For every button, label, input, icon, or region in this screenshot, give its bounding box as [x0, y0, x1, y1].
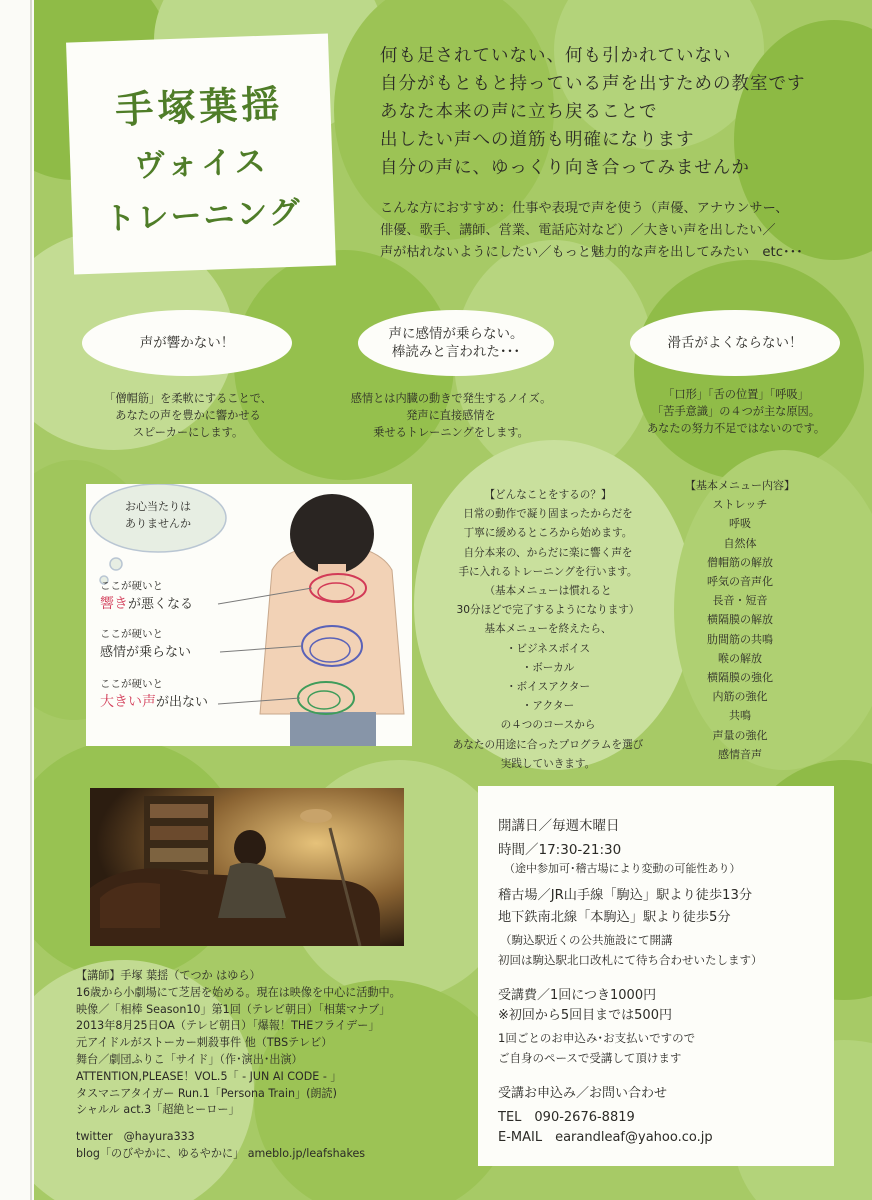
- page-edge: [30, 0, 32, 1200]
- menu-item: 喉の解放: [718, 651, 762, 665]
- twitter-link[interactable]: twitter @hayura333: [76, 1130, 195, 1143]
- tension-label-resonance: [100, 578, 193, 613]
- note-line: 「苦手意識」の４つが主な原因。: [652, 405, 820, 418]
- tension-label-small: ここが硬いと: [100, 678, 163, 690]
- tension-label-rest: が悪くなる: [128, 597, 194, 612]
- what-line: 丁寧に緩めるところから始めます。: [463, 527, 633, 540]
- what-line: ・アクター: [521, 700, 575, 713]
- thought-line: お心当たりは: [125, 500, 191, 513]
- basic-menu-section: [670, 476, 810, 764]
- class-time: 時間／17:30-21:30: [498, 842, 622, 858]
- menu-item: 呼吸: [729, 517, 751, 531]
- bio-line: ATTENTION,PLEASE！VOL.5「 ‐ JUN AI CODE ‐ 」: [76, 1069, 342, 1083]
- tension-label-accent: 響き: [100, 596, 128, 612]
- note-line: 乗せるトレーニングをします。: [373, 426, 529, 439]
- note-line: 「口形」「舌の位置」「呼吸」: [663, 388, 809, 401]
- contact-email[interactable]: E-MAIL earandleaf@yahoo.co.jp: [498, 1130, 713, 1145]
- tension-label-accent: 大きい声: [100, 694, 156, 710]
- menu-item: 共鳴: [729, 709, 751, 723]
- class-time-note: （途中参加可･稽古場により変動の可能性あり）: [504, 862, 741, 875]
- menu-item: 内筋の強化: [712, 690, 768, 704]
- what-line: ・ボーカル: [521, 661, 575, 674]
- recommend-line: 声が枯れないようにしたい／もっと魅力的な声を出してみたい etc･･･: [380, 245, 803, 260]
- tension-label-small: ここが硬いと: [100, 628, 163, 640]
- title-name: 手塚葉揺: [114, 82, 285, 132]
- venue-note: （駒込駅近くの公共施設にて開講: [500, 933, 673, 947]
- intro-text: [380, 42, 850, 182]
- instructor-photo: [90, 788, 404, 946]
- bio-line: 元アイドルがストーカー刺殺事件 他（TBSテレビ）: [76, 1036, 333, 1050]
- menu-item: 横隔膜の解放: [707, 613, 773, 627]
- title-card: [66, 33, 336, 274]
- intro-line: 自分がもともと持っている声を出すための教室です: [380, 74, 806, 94]
- bio-line: 舞台／劇団ふりこ「サイド」（作･演出･出演）: [76, 1052, 303, 1066]
- what-line: 手に入れるトレーニングを行います。: [458, 565, 638, 578]
- what-line: 30分ほどで完了するようになります）: [456, 604, 640, 617]
- recommend-line: 俳優、歌手、講師、営業、電話応対など）／大きい声を出したい／: [380, 223, 776, 238]
- bio-line: 16歳から小劇場にて芝居を始める。現在は映像を中心に活動中。: [76, 985, 401, 999]
- problem-note-resonance: [82, 390, 294, 441]
- intro-line: 自分の声に、ゆっくり向き合ってみませんか: [380, 158, 750, 178]
- what-line: 基本メニューを終えたら、: [484, 623, 612, 636]
- problem-note-articulation: [620, 386, 852, 437]
- note-line: スピーカーにします。: [132, 426, 244, 439]
- menu-item: 横隔膜の強化: [707, 671, 773, 685]
- what-we-do-section: [430, 486, 666, 774]
- note-line: 感情とは内臓の動きで発生するノイズ。: [350, 392, 552, 405]
- class-info-card: [478, 786, 834, 1166]
- note-line: 発声に直接感情を: [406, 409, 496, 422]
- title-training: トレーニング: [103, 194, 303, 238]
- thought-bubble-text: [106, 498, 210, 532]
- what-line: （基本メニューは慣れると: [484, 585, 612, 598]
- problem-oval-articulation: 滑舌がよくならない！: [630, 310, 840, 376]
- thought-line: ありませんか: [125, 517, 191, 530]
- problem-oval-emotion: 声に感情が乗らない。 棒読みと言われた･･･: [358, 310, 554, 376]
- bio-line: シャルル act.3「超絶ヒーロー」: [76, 1103, 240, 1117]
- section-heading: 【基本メニュー内容】: [685, 479, 795, 492]
- tension-label-emotion: [100, 626, 191, 660]
- menu-item: 自然体: [723, 536, 757, 550]
- venue-note: 初回は駒込駅北口改札にて待ち合わせいたします）: [498, 953, 763, 967]
- what-line: 実践していきます。: [500, 757, 596, 770]
- section-heading: 【どんなことをするの？】: [484, 489, 612, 501]
- menu-item: 感情音声: [718, 747, 762, 761]
- bio-line: 【講師】手塚 葉揺（てつか はゆら）: [76, 969, 261, 982]
- tension-label-rest: 感情が乗らない: [100, 645, 192, 660]
- instructor-bio: [76, 968, 456, 1119]
- intro-line: 何も足されていない、何も引かれていない: [380, 46, 732, 66]
- menu-item: ストレッチ: [712, 498, 768, 512]
- blog-link[interactable]: blog「のびやかに、ゆるやかに」 ameblo.jp/leafshakes: [76, 1147, 366, 1160]
- menu-item: 長音・短音: [712, 594, 768, 608]
- what-line: の４つのコースから: [500, 719, 596, 732]
- what-line: ・ボイスアクター: [505, 681, 591, 694]
- tension-label-small: ここが硬いと: [100, 580, 163, 592]
- class-date: 開講日／毎週木曜日: [498, 818, 620, 834]
- studio-location-subway: 地下鉄南北線「本駒込」駅より徒歩5分: [498, 910, 731, 925]
- recommend-line: こんな方におすすめ：仕事や表現で声を使う（声優、アナウンサー、: [380, 201, 789, 216]
- studio-location-jr: 稽古場／JR山手線「駒込」駅より徒歩13分: [498, 888, 753, 903]
- fee: 受講費／1回につき1000円: [498, 988, 657, 1003]
- bio-line: 2013年8月25日OA（テレビ朝日）「爆報！THEフライデー」: [76, 1019, 380, 1033]
- social-links: [76, 1128, 365, 1162]
- menu-item: 僧帽筋の解放: [707, 555, 773, 569]
- contact-heading: 受講お申込み／お問い合わせ: [498, 1086, 668, 1101]
- tension-label-volume: [100, 676, 208, 711]
- note-line: あなたの努力不足ではないのです。: [646, 422, 826, 435]
- menu-item: 声量の強化: [712, 728, 768, 742]
- what-line: 自分本来の、からだに楽に響く声を: [463, 546, 633, 559]
- bio-line: 映像／「相棒 Season10」第1回（テレビ朝日）「相葉マナブ」: [76, 1002, 391, 1016]
- intro-line: あなた本来の声に立ち戻ることで: [380, 102, 658, 122]
- contact-phone[interactable]: TEL 090-2676-8819: [498, 1110, 635, 1125]
- note-line: 「僧帽筋」を柔軟にすることで、: [104, 392, 272, 405]
- menu-item: 呼気の音声化: [707, 575, 773, 589]
- body-illustration-card: [86, 484, 412, 746]
- intro-line: 出したい声への道筋も明確になります: [380, 130, 695, 150]
- instructor-photo-image: [90, 788, 404, 946]
- problem-oval-resonance: 声が響かない！: [82, 310, 292, 376]
- bio-line: タスマニアタイガー Run.1「Persona Train」(朗読): [76, 1086, 337, 1100]
- what-line: あなたの用途に合ったプログラムを選び: [452, 738, 644, 751]
- payment-note: 1回ごとのお申込み･お支払いですので: [498, 1031, 696, 1045]
- title-voice: ヴォイス: [133, 143, 270, 185]
- what-line: ・ビジネスボイス: [505, 642, 591, 655]
- what-line: 日常の動作で凝り固まったからだを: [463, 508, 633, 521]
- tension-label-rest: が出ない: [156, 695, 209, 710]
- recommend-text: [380, 198, 845, 264]
- note-line: あなたの声を豊かに響かせる: [115, 409, 261, 422]
- fee-discount: ※初回から5回目までは500円: [498, 1008, 672, 1023]
- menu-item: 肋間筋の共鳴: [707, 632, 773, 646]
- payment-note: ご自身のペースで受講して頂けます: [498, 1051, 682, 1065]
- problem-note-emotion: [320, 390, 582, 441]
